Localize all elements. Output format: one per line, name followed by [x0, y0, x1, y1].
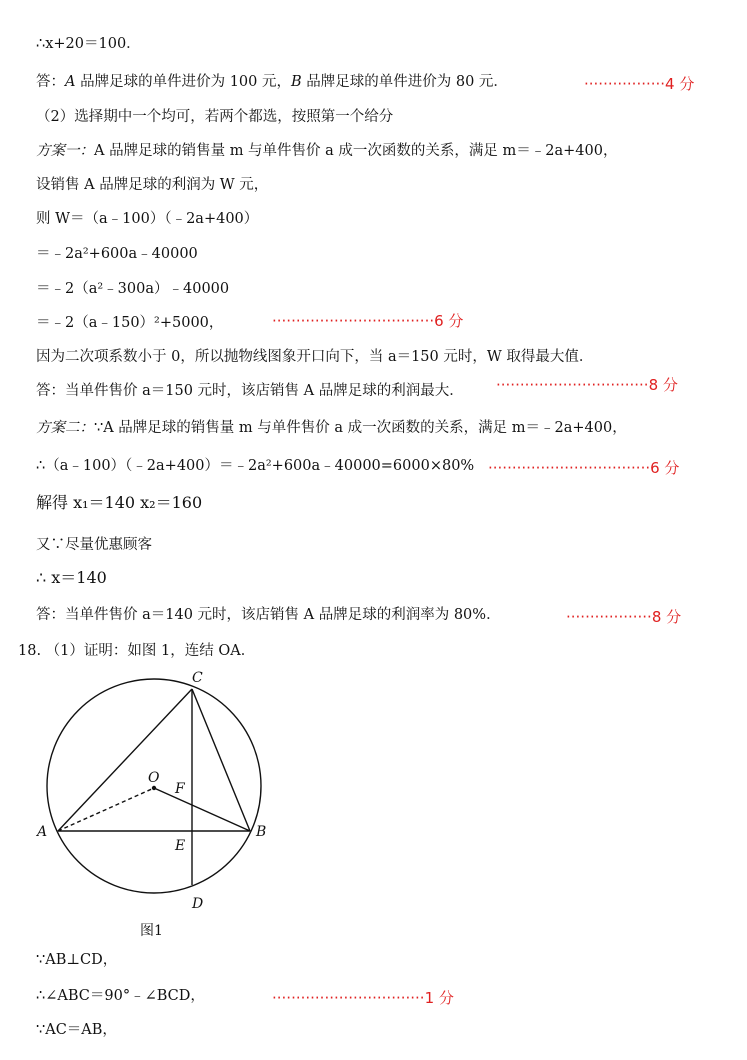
line-5: 设销售 A 品牌足球的利润为 W 元，: [36, 177, 269, 193]
line-10: 因为二次项系数小于 0，所以抛物线图象开口向下，当 a＝150 元时，W 取得最大值．: [36, 349, 594, 365]
label-C: C: [192, 670, 203, 686]
line-2: [36, 72, 508, 92]
label-D: D: [192, 896, 204, 912]
point-O: [152, 786, 156, 790]
line-6: 则 W＝（a﹣100）（﹣2a+400）: [36, 211, 259, 227]
score-1: ································1 分: [272, 989, 454, 1007]
answer-prefix: 答：: [36, 74, 65, 90]
label-O: O: [148, 770, 160, 786]
line-16: ∴ x＝140: [36, 568, 107, 587]
plan-two-label: 方案二：: [36, 420, 94, 436]
line-17: 答：当单件售价 a＝140 元时，该店销售 A 品牌足球的利润率为 80%．: [36, 607, 501, 623]
line-21: ∵AC＝AB，: [36, 1022, 117, 1038]
label-F: F: [175, 781, 185, 797]
plan-one-label: 方案一：: [36, 143, 94, 159]
label-E: E: [175, 838, 186, 854]
line-1: ∴x+20＝100．: [36, 36, 141, 52]
line-2-mid: 品牌足球的单件进价为 100 元，: [75, 74, 291, 90]
var-A: A: [65, 74, 76, 90]
score-6a: ··································6 分: [272, 312, 464, 330]
var-B: B: [291, 74, 302, 90]
segment-OA-dashed: [58, 788, 154, 831]
line-4: [36, 141, 617, 161]
line-8: ＝﹣2（a²﹣300a）﹣40000: [36, 281, 230, 297]
line-15: 又∵尽量优惠顾客: [36, 537, 152, 553]
plan-two-text: ∵A 品牌足球的销售量 m 与单件售价 a 成一次函数的关系，满足 m＝﹣2a+400，: [94, 420, 627, 436]
line-9: ＝﹣2（a﹣150）²+5000，: [36, 315, 224, 331]
figure-caption: 图1: [140, 923, 163, 939]
line-11: 答：当单件售价 a＝150 元时，该店销售 A 品牌足球的利润最大．: [36, 383, 464, 399]
line-19: ∵AB⊥CD，: [36, 952, 118, 968]
segment-BC: [192, 689, 250, 831]
score-8b: ··················8 分: [566, 608, 682, 626]
score-6b: ··································6 分: [488, 459, 680, 477]
line-14: 解得 x₁＝140 x₂＝160: [36, 493, 203, 512]
score-8a: ································8 分: [496, 376, 678, 394]
line-13: ∴（a﹣100）（﹣2a+400）＝﹣2a²+600a﹣40000=6000×80%: [36, 458, 475, 474]
geometry-figure: [30, 664, 290, 916]
label-B: B: [256, 824, 267, 840]
plan-one-text: A 品牌足球的销售量 m 与单件售价 a 成一次函数的关系，满足 m＝﹣2a+400，: [94, 143, 618, 159]
line-7: ＝﹣2a²+600a﹣40000: [36, 246, 198, 262]
line-12: [36, 418, 627, 438]
line-20: ∴∠ABC＝90°﹣∠BCD，: [36, 988, 205, 1004]
label-A: A: [37, 824, 48, 840]
line-18: 18. （1）证明：如图 1，连结 OA．: [18, 643, 256, 659]
line-3: （2）选择期中一个均可，若两个都选，按照第一个给分: [36, 109, 394, 125]
score-4: ·················4 分: [584, 75, 695, 93]
line-2-end: 品牌足球的单件进价为 80 元．: [301, 74, 508, 90]
